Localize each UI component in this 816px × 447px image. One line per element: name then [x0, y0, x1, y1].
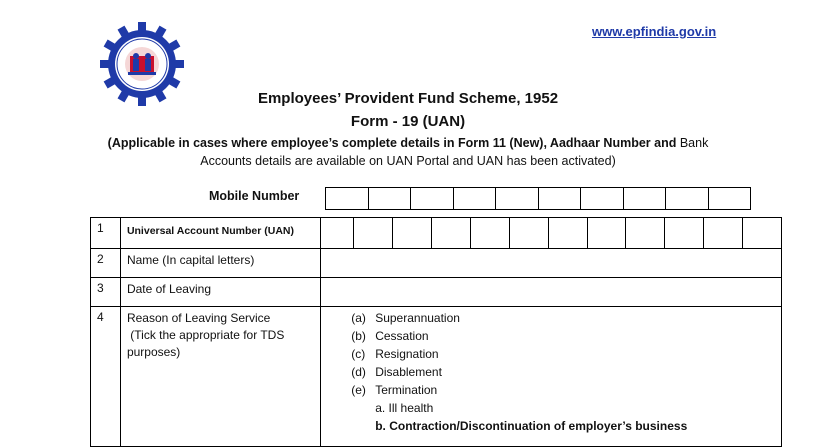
row-label-line: purposes): [126, 345, 181, 359]
reason-text: Termination: [375, 383, 438, 397]
uan-digit-box[interactable]: [509, 218, 548, 248]
uan-digit-box[interactable]: [431, 218, 470, 248]
table-row: [91, 307, 782, 447]
row-label: [120, 307, 320, 447]
uan-digit-box[interactable]: [703, 218, 742, 248]
uan-digit-box[interactable]: [742, 218, 781, 248]
mobile-number-label: Mobile Number: [209, 189, 300, 203]
sub-reason-option[interactable]: [351, 417, 781, 435]
uan-digit-box[interactable]: [587, 218, 626, 248]
reason-text: Disablement: [375, 365, 442, 379]
reason-letter: (d): [351, 365, 366, 379]
mobile-digit-box[interactable]: [495, 187, 539, 210]
reason-option[interactable]: [351, 327, 781, 345]
row-number: 3: [91, 278, 121, 307]
mobile-digit-box[interactable]: [325, 187, 369, 210]
mobile-digit-box[interactable]: [580, 187, 624, 210]
row-label: Universal Account Number (UAN): [120, 218, 320, 249]
row-number: 2: [91, 249, 121, 278]
reason-text: Resignation: [375, 347, 439, 361]
uan-digit-box[interactable]: [470, 218, 509, 248]
mobile-digit-box[interactable]: [708, 187, 752, 210]
mobile-digit-box[interactable]: [538, 187, 582, 210]
reason-text: Cessation: [375, 329, 429, 343]
note-rest: Bank Accounts details are available on UAN Portal and UAN has been activated): [200, 136, 709, 168]
form-table: [90, 217, 782, 447]
reason-letter: (c): [351, 347, 366, 361]
row-label: Name (In capital letters): [120, 249, 320, 278]
uan-digit-box[interactable]: [625, 218, 664, 248]
mobile-number-input[interactable]: [325, 187, 751, 210]
note-bold: (Applicable in cases where employee’s complete details in Form 11 (New), Aadhaar Number and: [107, 136, 680, 150]
sub-reason-text: b. Contraction/Discontinuation of employer’s business: [375, 419, 688, 433]
reason-text: Superannuation: [375, 311, 460, 325]
row-label-line: (Tick the appropriate for TDS: [126, 328, 285, 342]
reason-option[interactable]: [351, 381, 781, 399]
row-number: 4: [91, 307, 121, 447]
uan-input[interactable]: [321, 218, 782, 249]
reason-options: [321, 307, 782, 447]
uan-digit-box[interactable]: [392, 218, 431, 248]
reason-option[interactable]: [351, 345, 781, 363]
uan-digit-box[interactable]: [353, 218, 392, 248]
table-row: [91, 218, 782, 249]
form-title: Employees’ Provident Fund Scheme, 1952: [257, 90, 559, 107]
table-row: [91, 278, 782, 307]
date-of-leaving-input[interactable]: [321, 278, 782, 307]
sub-reason-option[interactable]: a. Ill health: [375, 401, 434, 415]
applicability-note: [90, 134, 726, 170]
mobile-digit-box[interactable]: [410, 187, 454, 210]
table-row: [91, 249, 782, 278]
mobile-digit-box[interactable]: [453, 187, 497, 210]
name-input[interactable]: [321, 249, 782, 278]
uan-digit-box[interactable]: [321, 218, 353, 248]
uan-digit-box[interactable]: [664, 218, 703, 248]
mobile-digit-box[interactable]: [623, 187, 667, 210]
reason-option[interactable]: [351, 363, 781, 381]
mobile-digit-box[interactable]: [368, 187, 412, 210]
row-number: 1: [91, 218, 121, 249]
row-label: Date of Leaving: [120, 278, 320, 307]
reason-letter: (a): [351, 311, 366, 325]
reason-letter: (e): [351, 383, 366, 397]
reason-letter: (b): [351, 329, 366, 343]
website-link[interactable]: www.epfindia.gov.in: [592, 24, 717, 39]
reason-option[interactable]: [351, 309, 781, 327]
mobile-digit-box[interactable]: [665, 187, 709, 210]
form-number: Form - 19 (UAN): [350, 113, 466, 130]
uan-digit-box[interactable]: [548, 218, 587, 248]
row-label-line: Reason of Leaving Service: [126, 311, 271, 325]
